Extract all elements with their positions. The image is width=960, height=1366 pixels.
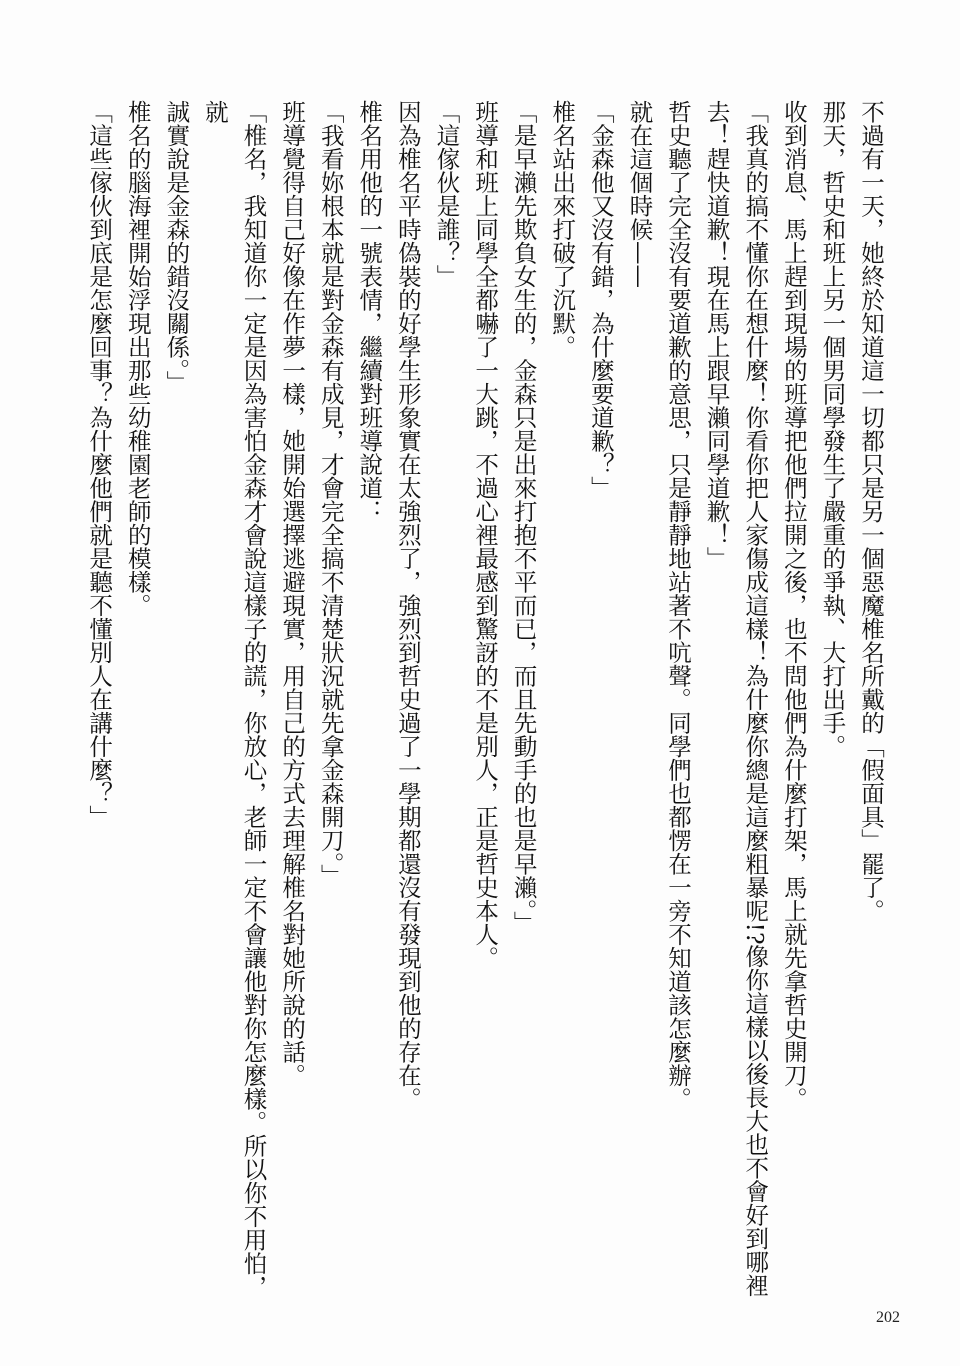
text-line: 椎名站出來打破了沉默。	[548, 100, 577, 359]
text-line: 「金森他又沒有錯，為什麼要道歉？」	[586, 100, 615, 500]
text-line: 誠實說是金森的錯沒關係。」	[162, 100, 191, 394]
page-number: 202	[876, 1309, 900, 1326]
text-line: 椎名用他的一號表情，繼續對班導說道：	[355, 100, 384, 523]
text-line: 不過有一天，她終於知道這一切都只是另一個惡魔椎名所戴的「假面具」罷了。	[857, 100, 885, 923]
vertical-text-block	[80, 100, 890, 1300]
text-line: 哲史聽了完全沒有要道歉的意思，只是靜靜地站著不吭聲。同學們也都愣在一旁不知道該怎麼辦。	[664, 100, 693, 1111]
text-line: 去！趕快道歉！現在馬上跟早瀨同學道歉！」	[702, 100, 731, 570]
text-line: 班導和班上同學全都嚇了一大跳，不過心裡最感到驚訝的不是別人，正是哲史本人。	[471, 100, 500, 970]
text-line: 因為椎名平時偽裝的好學生形象實在太強烈了，強烈到哲史過了一學期都還沒有發現到他的存在。	[393, 100, 422, 1111]
text-line: 那天，哲史和班上另一個男同學發生了嚴重的爭執、大打出手。	[818, 100, 847, 758]
text-line: 「這傢伙是誰？」	[432, 100, 461, 288]
text-line: 椎名的腦海裡開始浮現出那些幼稚園老師的模樣。	[123, 100, 152, 617]
text-line: 「我看妳根本就是對金森有成見，才會完全搞不清楚狀況就先拿金森開刀。」	[316, 100, 345, 888]
text-line: 「我真的搞不懂你在想什麼！你看你把人家傷成這樣！為什麼你總是這麼粗暴呢!?像你這樣以後長大也不會好到哪裡	[741, 100, 770, 1298]
text-line: 「椎名，我知道你一定是因為害怕金森才會說這樣子的謊，你放心，老師一定不會讓他對你怎麼樣。所以你不用怕，就	[200, 100, 268, 1299]
text-line: 收到消息、馬上趕到現場的班導把他們拉開之後，也不問他們為什麼打架，馬上就先拿哲史開刀。	[779, 100, 808, 1111]
text-line: 班導覺得自己好像在作夢一樣，她開始選擇逃避現實，用自己的方式去理解椎名對她所說的話。	[278, 100, 307, 1087]
text-line: 「這些傢伙到底是怎麼回事？為什麼他們就是聽不懂別人在講什麼？」	[85, 100, 114, 829]
text-line: 就在這個時候——	[625, 100, 654, 288]
text-line: 「是早瀨先欺負女生的，金森只是出來打抱不平而已，而且先動手的也是早瀨。」	[509, 100, 538, 935]
